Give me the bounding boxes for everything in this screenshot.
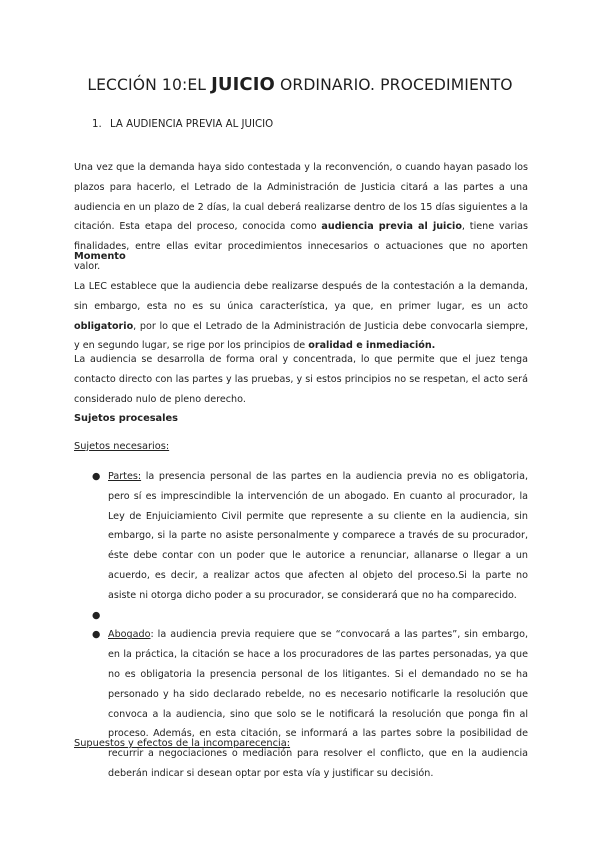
momento-p1-block bbox=[74, 277, 528, 356]
intro-text-2: , tiene varias finalidades, entre ellas evitar procedimientos innecesarios o actuaciones que no aporten valor. bbox=[74, 221, 529, 272]
momento-text-1: La LEC establece que la audiencia debe realizarse después de la contestación a la demanda, sin embargo, esta no es su única característica, ya que, en primer lugar, es un acto bbox=[74, 281, 528, 312]
title-part-1: LECCIÓN 10:EL bbox=[87, 76, 212, 94]
bullet-icon: ● bbox=[92, 609, 101, 621]
momento-bold-2: oralidad e inmediación. bbox=[308, 340, 436, 352]
momento-text-2: , por lo que el Letrado de la Administración de Justicia debe convocarla siempre, y en segundo lugar, se rige por los principios de bbox=[74, 320, 528, 352]
bullet-icon: ● bbox=[92, 471, 101, 482]
list-item-partes bbox=[92, 467, 528, 606]
partes-paragraph bbox=[108, 467, 528, 606]
momento-bold-1: obligatorio bbox=[74, 320, 134, 332]
momento-heading-block bbox=[74, 251, 528, 262]
abogado-paragraph bbox=[108, 625, 528, 783]
abogado-label: Abogado bbox=[108, 629, 151, 641]
title-part-2: JUICIO bbox=[211, 74, 275, 95]
sujetos-subheading: Sujetos necesarios: bbox=[74, 441, 170, 452]
supuestos-heading-block bbox=[74, 738, 528, 749]
partes-label: Partes: bbox=[108, 471, 142, 482]
sujetos-heading: Sujetos procesales bbox=[74, 413, 178, 424]
momento-heading: Momento bbox=[74, 251, 126, 262]
section-1-number: 1. bbox=[92, 119, 102, 130]
title-part-3: ORDINARIO. PROCEDIMIENTO bbox=[274, 76, 513, 94]
page-title bbox=[0, 74, 600, 95]
partes-text: la presencia personal de las partes en la audiencia previa no es obligatoria, pero sí es imprescindible la intervención de un abogado. En cuanto al procurador, la Ley de Enjuiciamiento Civil permite que represente a su cliente en la audiencia, sin embargo, si la parte no asiste personalmente y comparece a través de su procurador, éste debe contar con un poder que le autorice a renunciar, allanarse o llegar a un acuerdo, es decir, a realizar actos que afecten al objeto del proceso.Si la parte no asiste ni otorga dicho poder a su procurador, se considerará que no ha comparecido. bbox=[108, 471, 528, 601]
bullet-icon: ● bbox=[92, 629, 101, 641]
intro-text-1: Una vez que la demanda haya sido contestada y la reconvención, o cuando hayan pasado los plazos para hacerlo, el Letrado de la Administración de Justicia citará a las partes a una audiencia en un plazo de 2 días, la cual deberá realizarse dentro de los 15 días siguientes a la citación. Esta etapa del proceso, conocida como bbox=[74, 162, 528, 233]
section-1-heading bbox=[92, 119, 273, 130]
abogado-text: : la audiencia previa requiere que se “convocará a las partes”, sin embargo, en la práctica, la citación se hace a los procuradores de las partes personadas, ya que no es obligatoria la presencia personal de los litigantes. Si el demandado no se ha personado y ha sido declarado rebelde, no es necesario notificarle la resolución que convoca a la audiencia, sino que solo se le notificará la resolución que ponga fin al proceso. Además, en esta citación, se informará a las partes sobre la posibilidad de recurrir a negociaciones o mediación para resolver el conflicto, que en la audiencia deberán indicar si desean optar por esta vía y justificar su decisión. bbox=[108, 629, 528, 779]
momento-paragraph-1 bbox=[74, 277, 528, 356]
section-1-title: LA AUDIENCIA PREVIA AL JUICIO bbox=[110, 119, 274, 130]
sujetos-heading-block bbox=[74, 413, 528, 424]
sujetos-list bbox=[92, 467, 528, 784]
sujetos-subheading-block bbox=[74, 441, 528, 452]
list-item-empty bbox=[92, 606, 528, 626]
intro-bold-1: audiencia previa al juicio bbox=[321, 221, 462, 233]
momento-paragraph-2: La audiencia se desarrolla de forma oral y concentrada, lo que permite que el juez tenga contacto directo con las partes y las pruebas, y si estos principios no se respetan, el acto será considerado nulo de pleno derecho. bbox=[74, 354, 528, 405]
list-item-abogado bbox=[92, 625, 528, 783]
momento-p2-block bbox=[74, 350, 528, 409]
supuestos-heading: Supuestos y efectos de la incomparecencia: bbox=[74, 738, 291, 749]
